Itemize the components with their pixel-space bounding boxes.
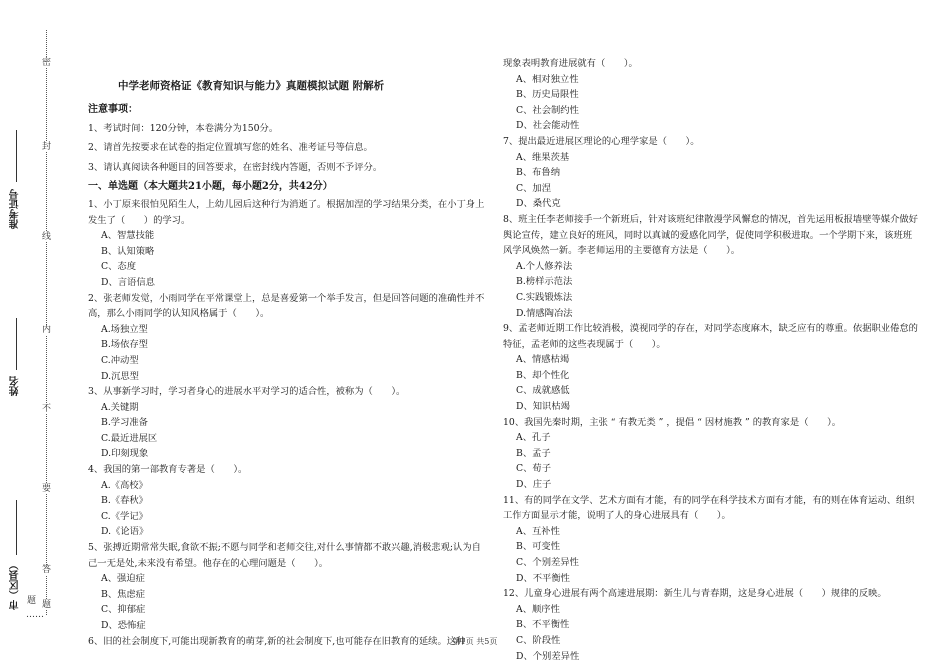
seal-char-6: 要 [41, 484, 51, 494]
question-text: 8、班主任李老师接手一个新班后，针对该班纪律散漫学风懈怠的情况，首先运用板报墙壁等媒介做好舆论宣传，建立良好的班风，同时以真诚的爱感化同学，促使同学积极进取。一个学期下来，该班班风学风焕然一新。李老师运用的主要德育方法是（ ）。 [503, 213, 918, 257]
answer-option: D、个别差异性 [516, 650, 580, 662]
answer-option: A、顺序性 [516, 603, 560, 615]
answer-option: B、不平衡性 [516, 619, 570, 631]
answer-option: D、言语信息 [101, 276, 155, 288]
question-text: 2、张老师发觉，小雨同学在平常课堂上，总是喜爱第一个举手发言，但是回答问题的准确性并不高，那么小雨同学的认知风格属于（ ）。 [88, 292, 485, 320]
page-footer: 第1页 共5页 [452, 637, 498, 646]
answer-option: C.冲动型 [101, 354, 139, 366]
answer-option: B.榜样示范法 [516, 276, 573, 288]
question-6-options [503, 72, 918, 134]
answer-option: C、成就感低 [516, 385, 570, 397]
note-item: 3、请认真阅读各种题目的回答要求，在密封线内答题，否则不予评分。 [88, 161, 383, 173]
answer-option: D、社会能动性 [516, 120, 580, 132]
seal-char-7: 答 [41, 565, 51, 575]
answer-option: A.个人修养法 [516, 260, 573, 272]
answer-option: C、荀子 [516, 463, 552, 475]
answer-option: B、却个性化 [516, 369, 570, 381]
question-item [88, 384, 490, 462]
answer-option: D.《论语》 [101, 526, 149, 538]
answer-option: C、加涅 [516, 182, 552, 194]
question-text: 6、旧的社会制度下,可能出现新教育的萌芽,新的社会制度下,也可能存在旧教育的延续。这种 [88, 635, 466, 647]
answer-option: B、布鲁纳 [516, 167, 561, 179]
answer-option: C、抑郁症 [101, 604, 146, 616]
answer-option: A、强迫症 [101, 573, 145, 585]
seal-char-1: 密 [41, 58, 51, 68]
answer-option: B.《春秋》 [101, 495, 148, 507]
answer-option: B、可变性 [516, 541, 561, 553]
question-text: 1、小丁原来很怕见陌生人，上幼儿园后这种行为消逝了。根据加涅的学习结果分类，在小丁身上发生了（ ）的学习。 [88, 198, 485, 226]
question-item [503, 321, 918, 415]
answer-option: D.情感陶冶法 [516, 307, 573, 319]
answer-option: A、维果茨基 [516, 151, 570, 163]
question-item [88, 462, 490, 540]
answer-option: C、个别差异性 [516, 557, 579, 568]
note-item: 1、考试时间：120分钟，本卷满分为150分。 [88, 122, 279, 134]
seal-char-4: 内 [41, 325, 51, 335]
answer-option: A、情感枯竭 [516, 354, 570, 366]
answer-option: C、态度 [101, 261, 137, 273]
district-field[interactable] [16, 500, 17, 555]
answer-option: B、焦虑症 [101, 588, 146, 600]
left-question-list [88, 197, 490, 649]
seal-char-8: 题 [41, 600, 51, 610]
answer-option: B、孟子 [516, 447, 551, 459]
seal-char-5: 不 [41, 404, 51, 414]
question-text: 9、孟老师近期工作比较消极，漠视同学的存在，对同学态度麻木，缺乏应有的尊重。依据职业倦怠的特征，孟老师的这些表现属于（ ）。 [503, 323, 918, 350]
answer-option: D.印刻现象 [101, 448, 149, 460]
question-text: 3、从事新学习时，学习者身心的进展水平对学习的适合性，被称为（ ）。 [88, 386, 406, 398]
right-question-list [503, 134, 918, 664]
answer-option: A、智慧技能 [101, 230, 155, 242]
question-item [503, 134, 918, 212]
notes-heading: 注意事项： [88, 104, 138, 115]
answer-option: D.沉思型 [101, 370, 139, 382]
answer-option: A.场独立型 [101, 323, 148, 335]
question-text: 10、我国先秦时期，主张 “ 有教无类 ” ，提倡 “ 因材施教 ” 的教育家是（ ）。 [503, 416, 842, 428]
question-text: 5、张搏近期常常失眠,食欲不振;不愿与同学和老师交往,对什么事情都不敢兴趣,消极悲观;认为自己一无是处,未来没有希望。他存在的心理问题是（ ）。 [88, 542, 481, 569]
answer-option: C.实践锻炼法 [516, 291, 573, 303]
answer-option: B.场依存型 [101, 339, 148, 351]
answer-option: C.《学记》 [101, 510, 148, 522]
answer-option: A.《高校》 [101, 479, 148, 491]
question-text: 12、儿童身心进展有两个高速进展期：新生儿与青春期，这是身心进展（ ）规律的反映。 [503, 588, 887, 600]
seal-line [46, 30, 47, 615]
answer-option: B.学习准备 [101, 417, 148, 429]
note-item: 2、请首先按要求在试卷的指定位置填写您的姓名、准考证号等信息。 [88, 142, 373, 154]
question-6-continuation: 现象表明教育进展就有（ ）。 [503, 58, 638, 69]
answer-option: D、桑代克 [516, 198, 561, 210]
binding-strip [0, 0, 80, 671]
notes-list [88, 121, 490, 176]
name-label: 姓名 [10, 376, 21, 396]
question-item [503, 415, 918, 493]
district-label: 市（区县） [10, 560, 21, 610]
candidate-number-field[interactable] [16, 130, 17, 182]
answer-option: B、历史局限性 [516, 89, 579, 101]
question-text: 11、有的同学在文学、艺术方面有才能，有的同学在科学技术方面有才能，有的则在体育运动、组织工作方面显示才能，说明了人的身心进展具有（ ）。 [503, 494, 915, 522]
answer-option: A、互补性 [516, 525, 560, 537]
candidate-number-label: 准考证号 [10, 189, 21, 229]
question-text: 7、提出最近进展区理论的心理学家是（ ）。 [503, 135, 700, 147]
side-mark: 题 [26, 596, 36, 606]
left-column [88, 102, 490, 649]
answer-option: D、不平衡性 [516, 572, 570, 584]
answer-option: A、相对独立性 [516, 73, 579, 85]
seal-char-3: 线 [41, 232, 51, 242]
answer-option: D、庄子 [516, 479, 552, 491]
right-column [503, 56, 918, 664]
question-item [88, 540, 490, 634]
answer-option: A.关键期 [101, 401, 139, 413]
question-text: 4、我国的第一部教育专著是（ ）。 [88, 464, 248, 476]
side-mark-dots: …… [26, 610, 44, 620]
question-item [503, 493, 918, 587]
answer-option: C、社会制约性 [516, 104, 579, 116]
document-title: 中学老师资格证《教育知识与能力》真题模拟试题 附解析 [118, 80, 385, 92]
question-item [88, 197, 490, 291]
question-item [503, 212, 918, 321]
seal-char-2: 封 [41, 142, 51, 152]
answer-option: C.最近进展区 [101, 432, 158, 444]
answer-option: A、孔子 [516, 432, 551, 444]
answer-option: B、认知策略 [101, 245, 155, 257]
answer-option: D、恐怖症 [101, 620, 146, 631]
name-field[interactable] [16, 318, 17, 370]
section-heading: 一、单选题（本大题共21小题，每小题2分，共42分） [88, 181, 333, 193]
answer-option: C、阶段性 [516, 634, 561, 646]
question-item [503, 586, 918, 664]
answer-option: D、知识枯竭 [516, 401, 570, 413]
question-item [88, 291, 490, 385]
